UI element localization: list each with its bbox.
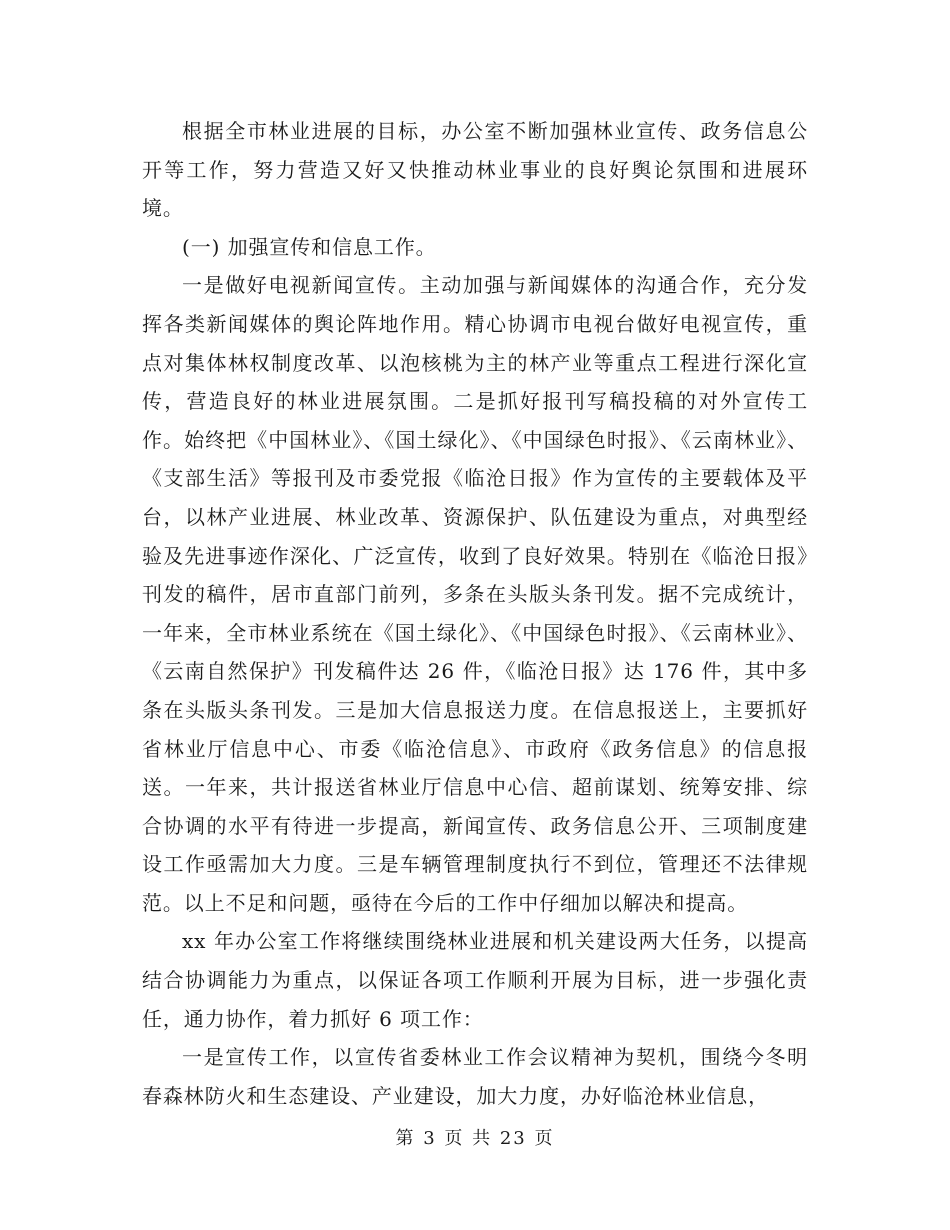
paragraph-intro: 根据全市林业进展的目标，办公室不断加强林业宣传、政务信息公开等工作，努力营造又好又快推动林业事业的良好舆论氛围和进展环境。 [142, 119, 808, 221]
paragraph-section-heading: (一) 加强宣传和信息工作。 [182, 234, 437, 259]
document-body [142, 112, 808, 1115]
paragraph-publicity-work: 一是做好电视新闻宣传。主动加强与新闻媒体的沟通合作，充分发挥各类新闻媒体的舆论阵地作用。精心协调市电视台做好电视宣传，重点对集体林权制度改革、以泡核桃为主的林产业等重点工程进行深化宣传，营造良好的林业进展氛围。二是抓好报刊写稿投稿的对外宣传工作。始终把《中国林业》、《国土绿化》、《中国绿色时报》、《云南林业》、《支部生活》等报刊及市委党报《临沧日报》作为宣传的主要载体及平台，以林产业进展、林业改革、资源保护、队伍建设为重点，对典型经验及先进事迹作深化、广泛宣传，收到了良好效果。特别在《临沧日报》刊发的稿件，居市直部门前列，多条在头版头条刊发。据不完成统计，一年来，全市林业系统在《国土绿化》、《中国绿色时报》、《云南林业》、《云南自然保护》刊发稿件达 26 件，《临沧日报》达 176 件，其中多条在头版头条刊发。三是加大信息报送力度。在信息报送上，主要抓好省林业厅信息中心、市委《临沧信息》、市政府《政务信息》的信息报送。一年来，共计报送省林业厅信息中心信、超前谋划、统筹安排、综合协调的水平有待进一步提高，新闻宣传、政务信息公开、三项制度建设工作亟需加大力度。三是车辆管理制度执行不到位，管理还不法律规范。以上不足和问题，亟待在今后的工作中仔细加以解决和提高。 [142, 273, 808, 915]
page-footer: 第 3 页 共 23 页 [395, 1128, 555, 1149]
paragraph-task-one: 一是宣传工作，以宣传省委林业工作会议精神为契机，围绕今冬明春森林防火和生态建设、产业建设，加大力度，办好临沧林业信息， [142, 1045, 808, 1108]
paragraph-next-year-plan: xx 年办公室工作将继续围绕林业进展和机关建设两大任务，以提高结合协调能力为重点，以保证各项工作顺利开展为目标，进一步强化责任，通力协作，着力抓好 6 项工作： [142, 929, 808, 1031]
